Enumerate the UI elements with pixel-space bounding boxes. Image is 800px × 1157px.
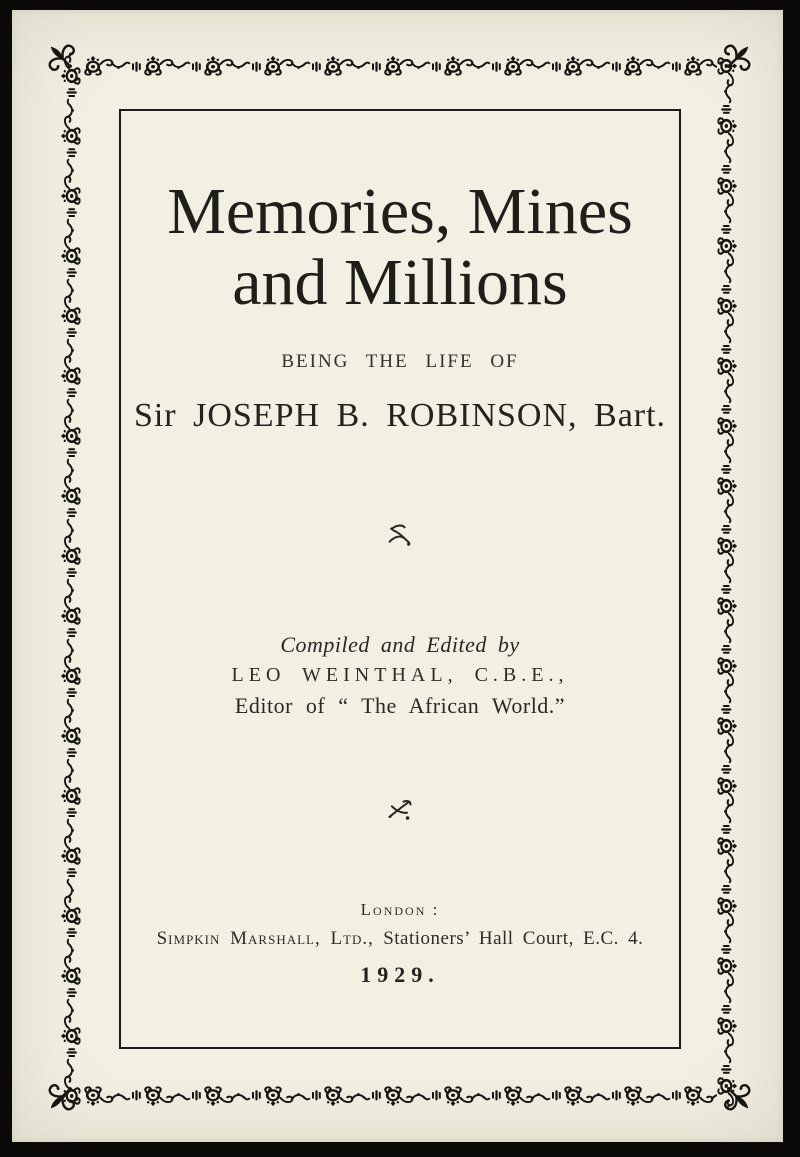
ornamental-border-left <box>59 54 81 1108</box>
editor-title: Editor of “ The African World.” <box>234 693 566 718</box>
title-plate-border <box>119 109 681 1049</box>
imprint-publisher-line <box>121 928 679 950</box>
publisher-name: Simpkin Marshall, Ltd., <box>156 928 374 949</box>
ornamental-border-top <box>81 54 717 76</box>
ornamental-border-right <box>717 54 739 1108</box>
book-title-line1: Memories, Mines <box>167 175 633 248</box>
book-page <box>12 10 783 1142</box>
book-title-line2: and Millions <box>232 246 568 319</box>
author-name: Sir JOSEPH B. ROBINSON, Bart. <box>133 397 667 434</box>
publisher-address: Stationers’ Hall Court, E.C. 4. <box>373 928 644 949</box>
publication-year: 1929. <box>360 962 440 987</box>
printer-flourish-icon <box>121 798 679 829</box>
compiled-by-line: Compiled and Edited by <box>280 632 520 657</box>
editor-name: LEO WEINTHAL, C.B.E., <box>231 664 569 686</box>
ornamental-border-bottom <box>81 1086 717 1108</box>
book-title <box>121 176 679 318</box>
subtitle: BEING THE LIFE OF <box>281 351 519 372</box>
printer-flourish-icon <box>121 522 679 555</box>
imprint-city: London : <box>360 900 440 919</box>
